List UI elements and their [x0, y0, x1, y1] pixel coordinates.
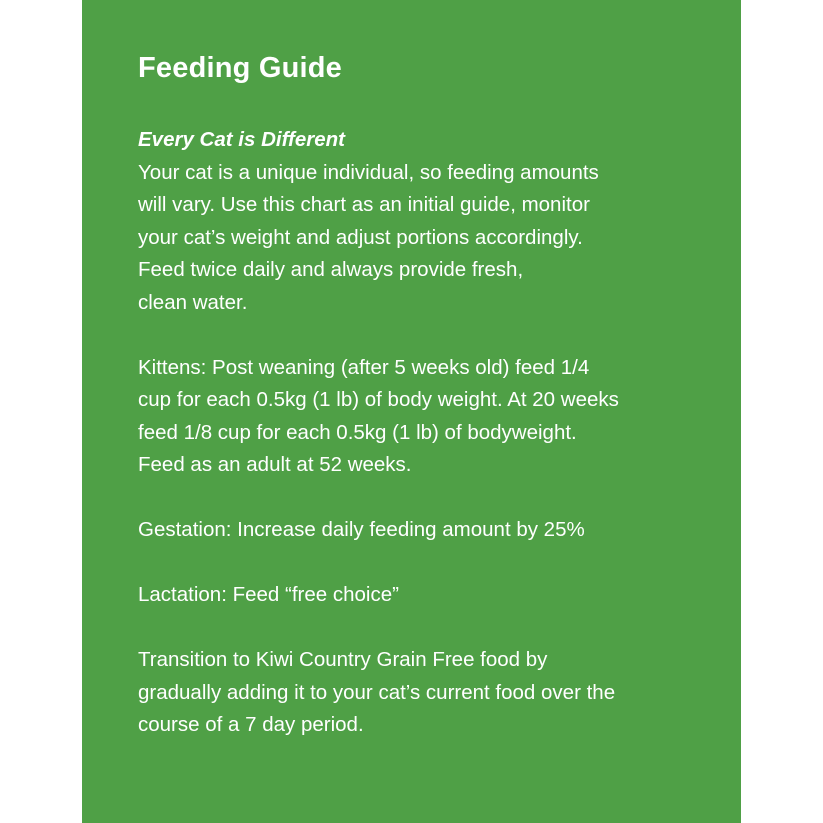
intro-line: your cat’s weight and adjust portions accordingly. [138, 225, 583, 249]
lactation-paragraph [138, 579, 718, 612]
intro-line: Your cat is a unique individual, so feeding amounts [138, 160, 599, 184]
gestation-paragraph [138, 514, 718, 547]
guide-body [138, 124, 718, 774]
intro-line: clean water. [138, 290, 248, 314]
kittens-line: cup for each 0.5kg (1 lb) of body weight. At 20 weeks [138, 388, 619, 411]
transition-line: course of a 7 day period. [138, 713, 364, 736]
page-title: Feeding Guide [138, 52, 342, 84]
lactation-line: Lactation: Feed “free choice” [138, 583, 399, 606]
kittens-paragraph [138, 352, 718, 482]
feeding-guide-panel [82, 0, 741, 823]
transition-paragraph [138, 644, 718, 742]
gestation-line: Gestation: Increase daily feeding amount by 25% [138, 518, 585, 541]
transition-line: Transition to Kiwi Country Grain Free food by [138, 648, 548, 671]
intro-paragraph [138, 124, 718, 319]
subtitle: Every Cat is Different [138, 128, 345, 151]
intro-line: Feed twice daily and always provide fresh, [138, 258, 524, 281]
kittens-line: feed 1/8 cup for each 0.5kg (1 lb) of bodyweight. [138, 420, 577, 444]
kittens-line: Feed as an adult at 52 weeks. [138, 453, 412, 476]
intro-line: will vary. Use this chart as an initial guide, monitor [138, 193, 590, 216]
transition-line: gradually adding it to your cat’s current food over the [138, 680, 616, 704]
kittens-line: Kittens: Post weaning (after 5 weeks old) feed 1/4 [138, 355, 590, 379]
